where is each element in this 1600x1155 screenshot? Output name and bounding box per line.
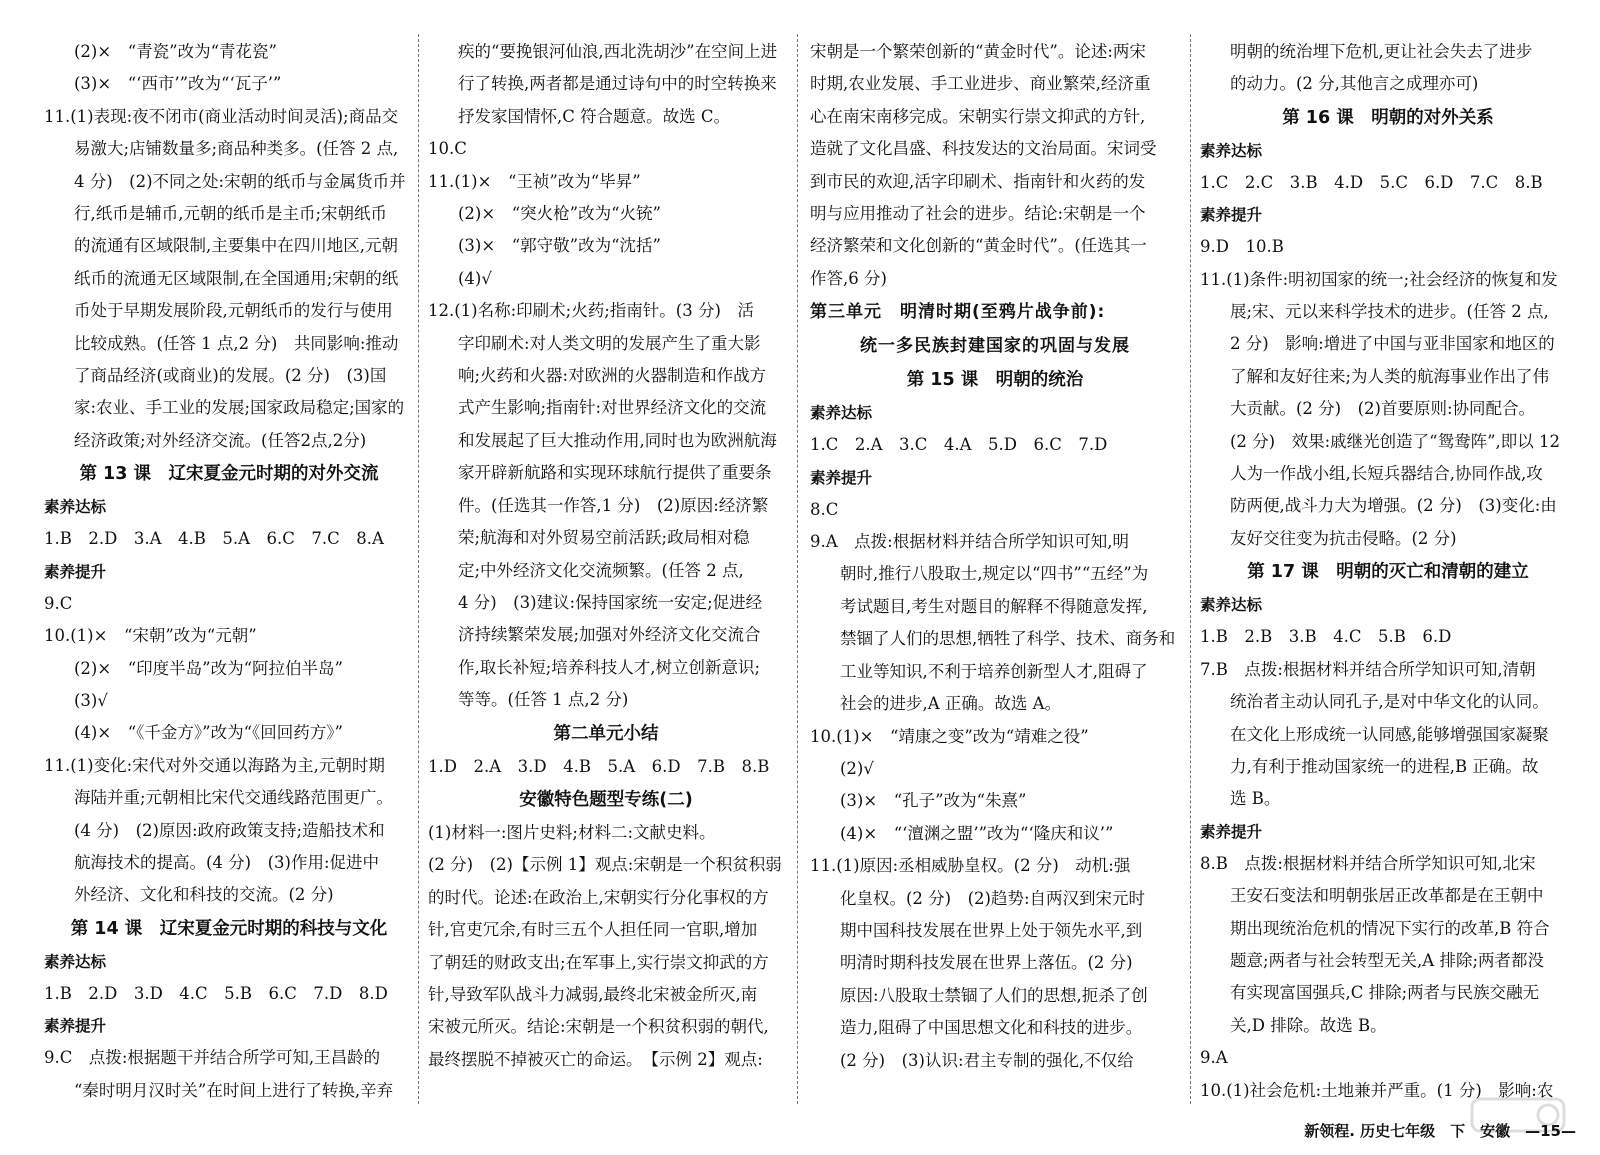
text-line: (3)√ [74,690,108,710]
text-line: 2 分) 影响:增进了中国与亚非国家和地区的 [1230,334,1555,354]
section-heading: 素养达标 [44,952,107,971]
text-line: 宋朝是一个繁荣创新的“黄金时代”。论述:两宋 [810,42,1146,61]
text-line: 禁锢了人们的思想,牺牲了科学、技术、商务和 [840,629,1176,649]
text-line: (4 分) (2)原因:政府政策支持;造船技术和 [74,820,385,840]
text-line: 朝时,推行八股取士,规定以“四书”“五经”为 [840,564,1149,584]
text-line: 期出现统治危机的情况下实行的改革,B 符合 [1230,918,1550,938]
text-line: (2 分) (2)【示例 1】观点:宋朝是一个积贫积弱 [428,855,782,875]
text-line: 易激大;店铺数量多;商品种类多。(任答 2 点, [74,139,399,159]
text-line: 外经济、文化和科技的交流。(2 分) [74,885,334,905]
text-line: 力,有利于推动国家统一的进程,B 正确。故 [1230,756,1539,776]
text-line: 有实现富国强兵,C 排除;两者与民族交融无 [1230,983,1540,1003]
text-line: 在文化上形成统一认同感,能够增强国家凝聚 [1230,724,1549,744]
text-line: (2 分) 效果:戚继光创造了“鸳鸯阵”,即以 12 [1230,431,1561,451]
text-line: 1.C 2.C 3.B 4.D 5.C 6.D 7.C 8.B [1200,172,1543,192]
text-line: 家:农业、手工业的发展;国家政局稳定;国家的 [74,398,405,418]
column-divider [797,34,799,1104]
text-line: 关,D 排除。故选 B。 [1230,1015,1387,1035]
text-line: 10.C [428,139,467,159]
text-line: 了商品经济(或商业)的发展。(2 分) (3)国 [74,366,387,386]
text-line: 统治者主动认同孔子,是对中华文化的认同。 [1230,692,1549,712]
text-line: 行了转换,两者都是通过诗句中的时空转换来 [458,74,777,94]
text-line: 抒发家国情怀,C 符合题意。故选 C。 [458,106,730,126]
text-line: 1.C 2.A 3.C 4.A 5.D 6.C 7.D [810,435,1108,455]
text-line: 经济繁荣和文化创新的“黄金时代”。(任选其一 [810,236,1147,256]
text-line: 了朝廷的财政支出;在军事上,实行崇文抑武的方 [428,952,769,972]
text-line: 了解和友好往来;为人类的航海事业作出了伟 [1230,366,1550,386]
section-heading: 素养提升 [1200,822,1263,841]
text-line: 响;火药和火器:对欧洲的火器制造和作战方 [458,366,767,386]
text-line: 作答,6 分) [810,268,887,288]
text-line: 行,纸币是辅币,元朝的纸币是主币;宋朝纸币 [74,204,388,224]
unit-heading: 第三单元 明清时期(至鸦片战争前): [810,302,1106,323]
text-line: 4 分) (3)建议:保持国家统一安定;促进经 [458,592,763,612]
text-line: “秦时明月汉时关”在时间上进行了转换,辛弃 [74,1080,394,1100]
text-line: 9.D 10.B [1200,237,1284,257]
text-line: 针,导致军队战斗力减弱,最终北宋被金所灭,南 [428,984,758,1004]
page-footer: 新领程. 历史七年级 下 安徽 —15— [1304,1122,1576,1140]
text-line: 航海技术的提高。(4 分) (3)作用:促进中 [74,852,380,872]
text-line: 选 B。 [1230,789,1281,809]
text-line: 人为一作战小组,长短兵器结合,协同作战,攻 [1230,464,1543,484]
text-line: 1.D 2.A 3.D 4.B 5.A 6.D 7.B 8.B [428,756,770,776]
section-heading: 素养达标 [1200,141,1263,160]
text-line: 家开辟新航路和实现环球航行提供了重要条 [458,463,772,483]
lesson-heading: 安徽特色题型专练(二) [519,789,693,810]
text-line: 期中国科技发展在世界上处于领先水平,到 [840,920,1143,940]
text-line: 比较成熟。(任答 1 点,2 分) 共同影响:推动 [74,333,399,353]
text-line: 荣;航海和对外贸易空前活跃;政局相对稳 [458,528,750,548]
text-line: 的流通有区域限制,主要集中在四川地区,元朝 [74,236,398,256]
section-heading: 素养达标 [44,498,107,517]
text-line: 原因:八股取士禁锢了人们的思想,扼杀了创 [840,985,1148,1005]
text-line: 1.B 2.D 3.A 4.B 5.A 6.C 7.C 8.A [44,529,384,549]
text-line: 明与应用推动了社会的进步。结论:宋朝是一个 [810,204,1146,224]
column-3 [810,36,1180,1077]
text-line: 纸币的流通无区域限制,在全国通用;宋朝的纸 [74,268,399,288]
section-heading: 素养提升 [1200,206,1263,225]
text-line: 最终摆脱不掉被灭亡的命运。 【示例 2】观点: [428,1049,763,1069]
text-line: 大贡献。(2 分) (2)首要原则:协同配合。 [1230,399,1536,419]
column-2 [428,36,784,1076]
text-line: 9.C [44,593,73,613]
text-line: 件。(任选其一作答,1 分) (2)原因:经济繁 [458,495,769,515]
text-line: (2)√ [840,758,874,778]
text-line: 10.(1)× “靖康之变”改为“靖难之役” [810,726,1089,746]
text-line: 题意;两者与社会转型无关,A 排除;两者都没 [1230,950,1545,970]
text-line: 4 分) (2)不同之处:宋朝的纸币与金属货币并 [74,171,406,191]
text-line: 经济政策;对外经济交流。(任答2点,2分) [74,430,367,450]
text-line: 济持续繁荣发展;加强对外经济文化交流合 [458,625,761,645]
text-line: 9.A 点拨:根据材料并结合所学知识可知,明 [810,532,1129,552]
text-line: 11.(1)条件:明初国家的统一;社会经济的恢复和发 [1200,269,1558,289]
text-line: (2)× “青瓷”改为“青花瓷” [74,42,277,61]
text-line: 社会的进步,A 正确。故选 A。 [840,694,1062,714]
text-line: 明清时期科技发展在世界上落伍。(2 分) [840,953,1133,973]
text-line: 疾的“要挽银河仙浪,西北洗胡沙”在空间上进 [458,42,778,61]
text-line: 11.(1)表现:夜不闭市(商业活动时间灵活);商品交 [44,106,399,126]
text-line: 工业等知识,不利于培养创新型人才,阻碍了 [840,661,1148,681]
text-line: 展;宋、元以来科学技术的进步。(任答 2 点, [1230,302,1549,322]
text-line: 考试题目,考生对题目的解释不得随意发挥, [840,596,1148,616]
text-line: 9.C 点拨:根据题干并结合所学可知,王昌龄的 [44,1048,381,1068]
text-line: 的动力。(2 分,其他言之成理亦可) [1230,74,1479,94]
text-line: 币处于早期发展阶段,元朝纸币的发行与使用 [74,301,393,321]
text-line: 时期,农业发展、手工业进步、商业繁荣,经济重 [810,74,1151,94]
text-line: 宋被元所灭。结论:宋朝是一个积贫积弱的朝代, [428,1017,769,1037]
text-line: 1.B 2.B 3.B 4.C 5.B 6.D [1200,627,1452,647]
text-line: (2)× “印度半岛”改为“阿拉伯半岛” [74,658,343,678]
column-4 [1200,36,1576,1107]
text-line: 明朝的统治埋下危机,更让社会失去了进步 [1230,42,1533,61]
section-heading: 素养提升 [44,562,107,581]
column-divider [1190,34,1192,1104]
lesson-heading: 第 14 课 辽宋夏金元时期的科技与文化 [70,918,388,939]
text-line: 防两便,战斗力大为增强。(2 分) (3)变化:由 [1230,496,1557,516]
text-line: (3)× “郭守敬”改为“沈括” [458,236,661,256]
text-line: 到市民的欢迎,活字印刷术、指南针和火药的发 [810,171,1146,191]
text-line: 1.B 2.D 3.D 4.C 5.B 6.C 7.D 8.D [44,983,388,1003]
lesson-heading: 第 13 课 辽宋夏金元时期的对外交流 [79,464,379,485]
text-line: 等等。(任答 1 点,2 分) [458,690,629,710]
text-line: (1)材料一:图片史料;材料二:文献史料。 [428,822,716,842]
unit-heading: 统一多民族封建国家的巩固与发展 [860,336,1130,357]
lesson-heading: 第 17 课 明朝的灭亡和清朝的建立 [1247,562,1529,583]
text-line: 7.B 点拨:根据材料并结合所学知识可知,清朝 [1200,659,1536,679]
section-heading: 素养达标 [810,404,873,423]
column-1 [44,36,414,1107]
text-line: 造就了文化昌盛、科技发达的文治局面。宋词受 [810,139,1157,159]
text-line: (4)√ [458,268,492,288]
text-line: (2 分) (3)认识:君主专制的强化,不仅给 [840,1050,1134,1070]
text-line: 心在南宋南移完成。宋朝实行崇文抑武的方针, [810,106,1146,126]
text-line: 和发展起了巨大推动作用,同时也为欧洲航海 [458,430,777,450]
text-line: 海陆并重;元朝相比宋代交通线路范围更广。 [74,788,394,808]
section-heading: 素养提升 [810,468,873,487]
text-line: 11.(1)变化:宋代对外交通以海路为主,元朝时期 [44,755,385,775]
text-line: 式产生影响;指南针:对世界经济文化的交流 [458,398,767,418]
text-line: 11.(1)原因:丞相威胁皇权。(2 分) 动机:强 [810,856,1131,876]
text-line: (4)× “《千金方》”改为“《回回药方》” [74,723,343,743]
text-line: 8.B 点拨:根据材料并结合所学知识可知,北宋 [1200,853,1536,873]
text-line: 针,官吏冗余,有时三五个人担任同一官职,增加 [428,920,758,940]
text-line: (3)× “孔子”改为“朱熹” [840,791,1027,811]
text-line: 10.(1)× “宋朝”改为“元朝” [44,626,257,646]
text-line: (4)× “‘澶渊之盟’”改为“‘隆庆和议’” [840,823,1114,843]
lesson-heading: 第 15 课 明朝的统治 [906,370,1084,391]
lesson-heading: 第二单元小结 [553,723,659,744]
text-line: 化皇权。(2 分) (2)趋势:自两汉到宋元时 [840,888,1146,908]
text-line: 的时代。论述:在政治上,宋朝实行分化事权的方 [428,887,769,907]
text-line: 10.(1)社会危机:土地兼并严重。(1 分) 影响:农 [1200,1080,1554,1100]
lesson-heading: 第 16 课 明朝的对外关系 [1282,107,1494,128]
text-line: 11.(1)× “王祯”改为“毕昇” [428,171,641,191]
text-line: (3)× “‘西市’”改为“‘瓦子’” [74,74,282,94]
section-heading: 素养达标 [1200,596,1263,615]
text-line: 12.(1)名称:印刷术;火药;指南针。(3 分) 活 [428,301,754,321]
text-line: 8.C [810,499,839,519]
section-heading: 素养提升 [44,1017,107,1036]
text-line: 作,取长补短;培养科技人才,树立创新意识; [458,657,761,677]
text-line: (2)× “突火枪”改为“火铳” [458,204,661,224]
text-line: 定;中外经济文化交流频繁。(任答 2 点, [458,560,744,580]
text-line: 造力,阻碍了中国思想文化和科技的进步。 [840,1018,1143,1038]
text-line: 9.A [1200,1048,1228,1068]
text-line: 王安石变法和明朝张居正改革都是在王朝中 [1230,886,1544,906]
column-divider [418,34,420,1104]
text-line: 字印刷术:对人类文明的发展产生了重大影 [458,333,761,353]
text-line: 友好交往变为抗击侵略。(2 分) [1230,528,1457,548]
